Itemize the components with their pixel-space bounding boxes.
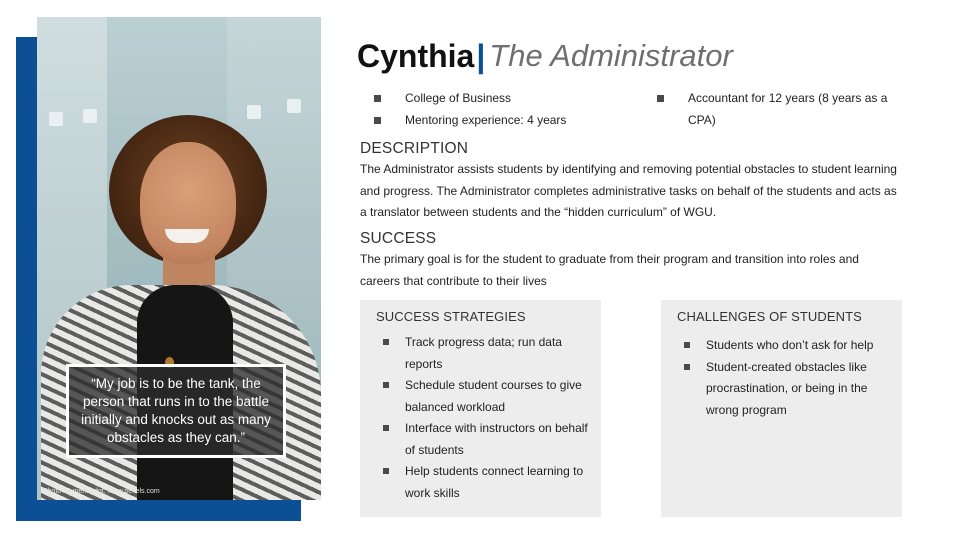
bullet-icon [383, 425, 389, 431]
list-item: Track progress data; run data reports [380, 332, 590, 375]
card-heading: CHALLENGES OF STUDENTS [677, 309, 862, 324]
page-title [357, 34, 733, 78]
list-item: College of Business [370, 88, 640, 110]
facts-list-right [653, 88, 903, 131]
persona-quote: “My job is to be the tank, the person that runs in to the battle initially and knocks out as many obstacles as they can.” [66, 364, 286, 458]
facts-list-left [370, 88, 640, 131]
list-item: Student-created obstacles like procrastination, or being in the wrong program [681, 357, 891, 422]
success-heading: SUCCESS [360, 230, 437, 247]
description-text: The Administrator assists students by identifying and removing potential obstacles to student learning and progress. The Administrator completes administrative tasks on behalf of the students and acts as a translator between students and the “hidden curriculum” of WGU. [360, 162, 897, 219]
bullet-icon [383, 339, 389, 345]
bullet-icon [657, 95, 664, 102]
list-item: Help students connect learning to work skills [380, 461, 590, 504]
title-separator: | [476, 37, 486, 74]
challenges-list [681, 335, 891, 421]
success-text: The primary goal is for the student to graduate from their program and transition into roles and careers that contribute to their lives [360, 252, 859, 288]
list-item: Schedule student courses to give balanced workload [380, 375, 590, 418]
list-item: Accountant for 12 years (8 years as a CPA) [653, 88, 903, 131]
list-item: Mentoring experience: 4 years [370, 110, 640, 132]
bullet-icon [374, 117, 381, 124]
strategies-list [380, 332, 590, 504]
list-item: Students who don’t ask for help [681, 335, 891, 357]
card-heading: SUCCESS STRATEGIES [376, 309, 526, 324]
challenges-card [661, 300, 902, 517]
persona-role: The Administrator [489, 38, 733, 73]
bullet-icon [684, 364, 690, 370]
list-item: Interface with instructors on behalf of students [380, 418, 590, 461]
photo-credit: Photo by mentatdgt: www.pexels.com [43, 488, 160, 495]
bullet-icon [383, 468, 389, 474]
persona-name: Cynthia [357, 37, 475, 74]
bullet-icon [374, 95, 381, 102]
description-heading: DESCRIPTION [360, 140, 469, 157]
bullet-icon [383, 382, 389, 388]
bullet-icon [684, 342, 690, 348]
success-strategies-card [360, 300, 601, 517]
